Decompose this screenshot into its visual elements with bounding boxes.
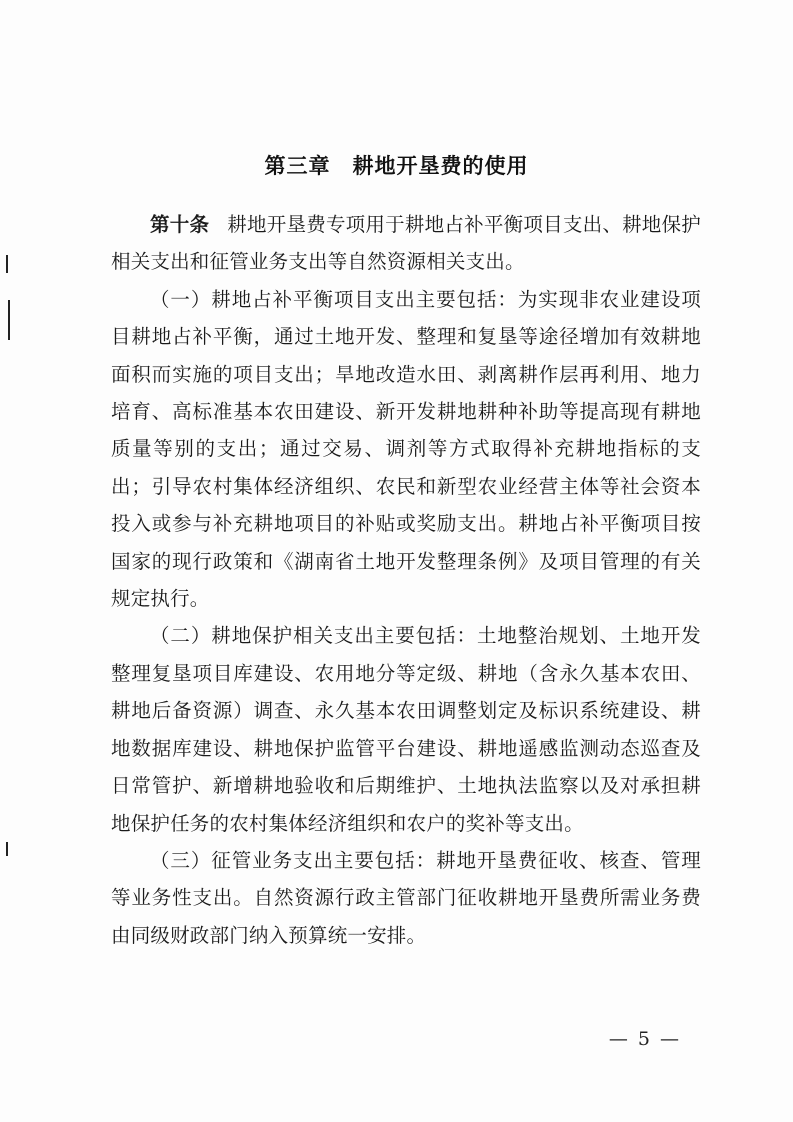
chapter-title [0,150,793,180]
scan-edge-mark [6,842,8,856]
clause-1: （一）耕地占补平衡项目支出主要包括：为实现非农业建设项目耕地占补平衡，通过土地开发、整理和复垦等途径增加有效耕地面积而实施的项目支出；旱地改造水田、剥离耕作层再利用、地力培育、高标准基本农田建设、新开发耕地耕种补助等提高现有耕地质量等别的支出；通过交易、调剂等方式取得补充耕地指标的支出；引导农村集体经济组织、农民和新型农业经营主体等社会资本投入或参与补充耕地项目的补贴或奖励支出。耕地占补平衡项目按国家的现行政策和《湖南省土地开发整理条例》及项目管理的有关规定执行。 [111,287,701,611]
chapter-number: 第三章 [264,154,331,178]
page-number: — 5 — [608,1028,681,1050]
scan-edge-mark [8,300,10,340]
document-body [111,206,701,954]
article-intro: 耕地开垦费专项用于耕地占补平衡项目支出、耕地保护相关支出和征管业务支出等自然资源相关支出。 [111,213,701,274]
scan-edge-mark [6,255,8,273]
clause-3: （三）征管业务支出主要包括：耕地开垦费征收、核查、管理等业务性支出。自然资源行政主管部门征收耕地开垦费所需业务费由同级财政部门纳入预算统一安排。 [111,848,701,947]
article-paragraph [111,206,701,281]
article-label: 第十条 [150,213,210,236]
clause-2: （二）耕地保护相关支出主要包括：土地整治规划、土地开发整理复垦项目库建设、农用地分等定级、耕地（含永久基本农田、耕地后备资源）调查、永久基本农田调整划定及标识系统建设、耕地数据库建设、耕地保护监管平台建设、耕地遥感监测动态巡查及日常管护、新增耕地验收和后期维护、土地执法监察以及对承担耕地保护任务的农村集体经济组织和农户的奖补等支出。 [111,624,701,835]
chapter-heading: 耕地开垦费的使用 [352,154,529,178]
